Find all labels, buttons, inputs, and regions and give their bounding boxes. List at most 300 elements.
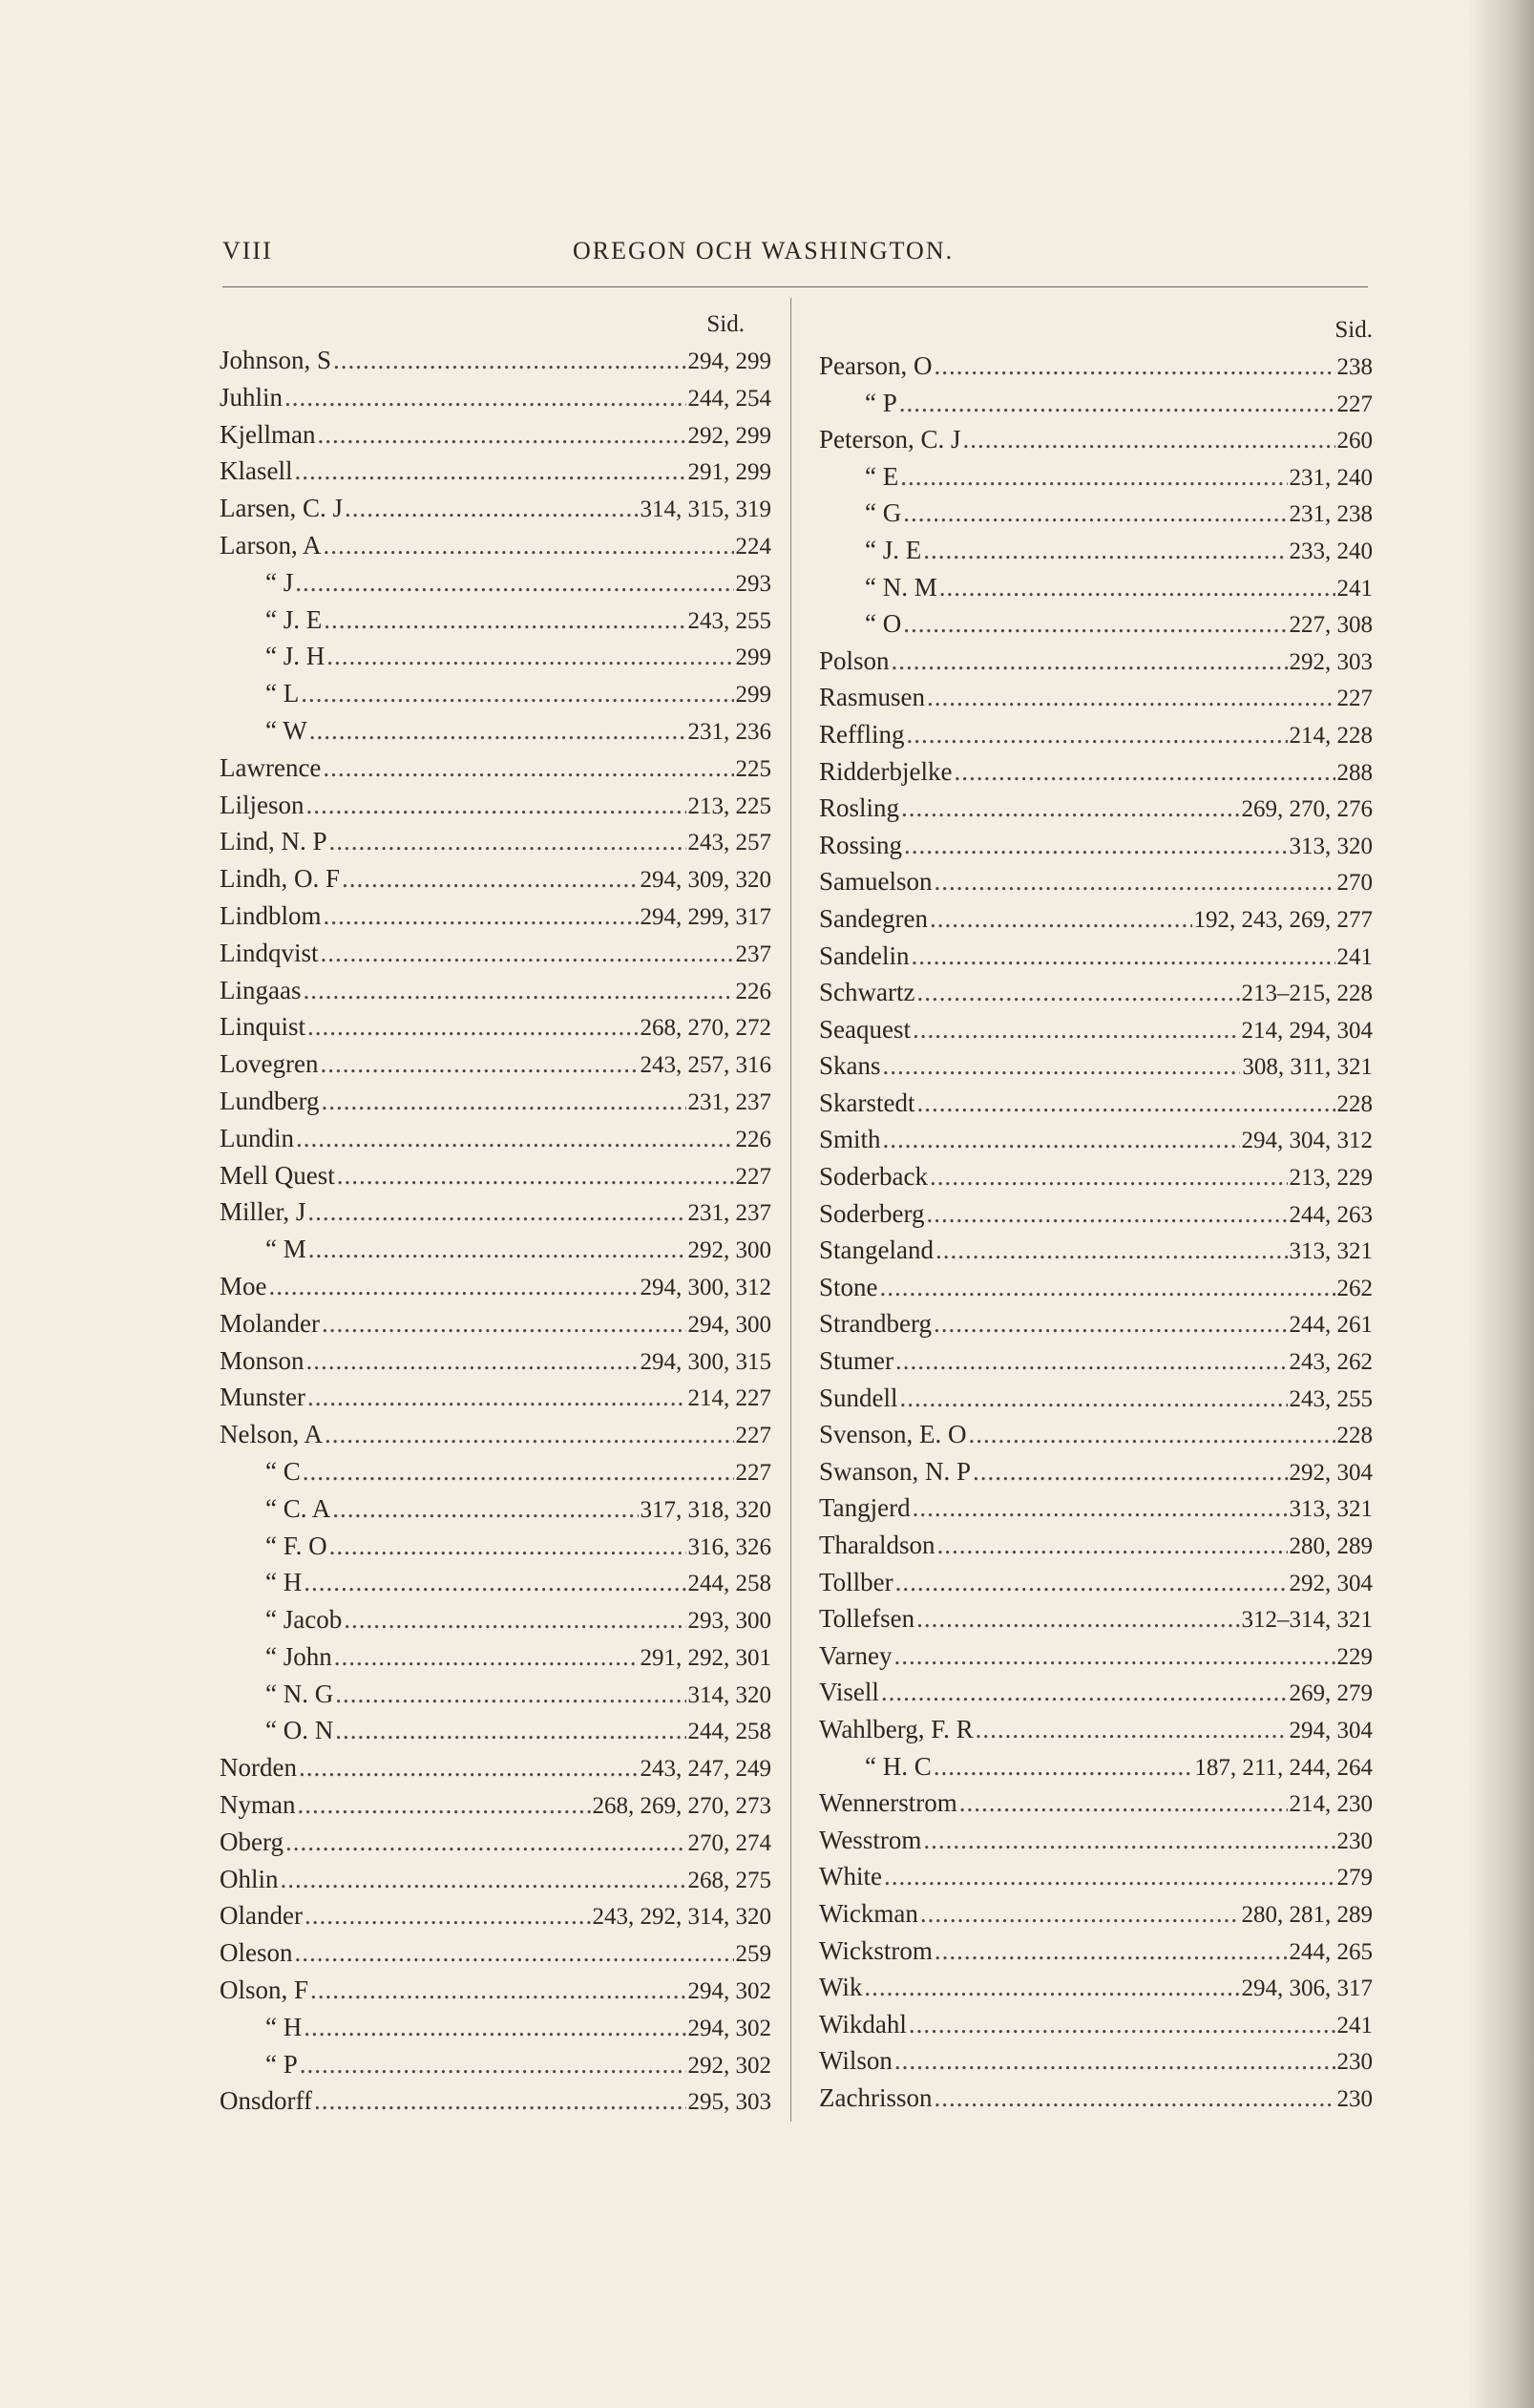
- entry-name: Tharaldson: [819, 1531, 935, 1559]
- dot-leader: [903, 605, 1287, 643]
- index-entry: [220, 935, 771, 972]
- index-entry: [819, 1674, 1373, 1711]
- entry-name: Lindblom: [220, 900, 322, 930]
- entry-name: “ H: [265, 2012, 303, 2041]
- index-entry: [220, 1046, 771, 1083]
- index-entry: [220, 342, 771, 379]
- entry-pages: 230: [1336, 2049, 1373, 2076]
- entry-pages: 231, 237: [687, 1200, 771, 1227]
- entry-pages: 243, 257, 316: [640, 1052, 771, 1079]
- index-entry: [819, 569, 1373, 606]
- entry-pages: 269, 270, 276: [1241, 796, 1373, 823]
- entry-name: Wahlberg, F. R: [819, 1714, 974, 1743]
- entry-name: Lawrence: [220, 752, 322, 782]
- dot-leader: [894, 2042, 1335, 2080]
- index-entry: [220, 1676, 771, 1713]
- entry-pages: 292, 304: [1289, 1459, 1373, 1486]
- dot-leader: [329, 823, 686, 860]
- dot-leader: [907, 716, 1288, 753]
- index-entry: [220, 1638, 771, 1676]
- entry-name: Oleson: [220, 1938, 293, 1968]
- index-entry: [819, 385, 1373, 422]
- dot-leader: [301, 675, 733, 712]
- entry-name: Rasmusen: [819, 683, 925, 712]
- dot-leader: [342, 860, 638, 898]
- index-entry: [819, 605, 1373, 643]
- entry-pages: 259: [735, 1941, 771, 1968]
- entry-name: Moe: [220, 1271, 267, 1300]
- entry-pages: 243, 262: [1289, 1349, 1373, 1376]
- dot-leader: [332, 1490, 638, 1528]
- running-head: [222, 237, 1368, 275]
- dot-leader: [321, 1083, 685, 1120]
- entry-name: “ J: [265, 567, 294, 597]
- entry-name: Ridderbjelke: [819, 756, 953, 786]
- index-entry: [819, 1895, 1373, 1933]
- dot-leader: [913, 1489, 1288, 1527]
- entry-name: “ L: [265, 679, 300, 708]
- entry-pages: 230: [1336, 2085, 1373, 2112]
- entry-pages: 243, 255: [1289, 1385, 1373, 1412]
- index-entry: [220, 1861, 771, 1898]
- entry-name: Nyman: [220, 1790, 296, 1820]
- entry-name: Tollber: [819, 1567, 893, 1596]
- sid-heading: Sid.: [1334, 317, 1373, 343]
- entry-pages: 316, 326: [687, 1533, 771, 1560]
- dot-leader: [329, 1528, 686, 1565]
- entry-name: “ G: [865, 498, 902, 528]
- dot-leader: [294, 453, 685, 490]
- index-entry: [220, 2009, 771, 2046]
- index-entry: [220, 1008, 771, 1046]
- entry-name: Munster: [220, 1383, 305, 1412]
- dot-leader: [969, 1416, 1335, 1453]
- index-entry: [220, 1824, 771, 1861]
- entry-name: Visell: [819, 1678, 879, 1707]
- index-entry: [220, 1786, 771, 1824]
- entry-pages: 270, 274: [687, 1829, 771, 1856]
- entry-name: Wik: [819, 1973, 863, 2002]
- entry-pages: 295, 303: [687, 2089, 771, 2116]
- entry-pages: 314, 315, 319: [640, 496, 771, 523]
- index-entry: [220, 602, 771, 639]
- column-divider: [790, 298, 791, 2122]
- sid-heading: Sid.: [706, 311, 745, 337]
- index-entry: [220, 1231, 771, 1268]
- dot-leader: [309, 712, 686, 750]
- entry-pages: 241: [1336, 2012, 1373, 2038]
- dot-leader: [337, 1157, 734, 1194]
- entry-pages: 227: [735, 1423, 771, 1449]
- index-entry: [819, 1232, 1373, 1269]
- entry-name: Skarstedt: [819, 1088, 915, 1117]
- index-entry: [220, 527, 771, 564]
- entry-pages: 231, 236: [687, 718, 771, 745]
- entry-name: Tollefsen: [819, 1604, 915, 1634]
- dot-leader: [296, 1120, 734, 1157]
- entry-name: Rosling: [819, 793, 900, 823]
- dot-leader: [297, 1786, 590, 1824]
- dot-leader: [314, 2082, 686, 2120]
- index-entry: [819, 1748, 1373, 1785]
- entry-name: “ Jacob: [265, 1605, 343, 1635]
- entry-pages: 227, 308: [1289, 612, 1373, 639]
- entry-name: Peterson, C. J: [819, 425, 961, 454]
- entry-pages: 308, 311, 321: [1242, 1054, 1373, 1081]
- entry-pages: 280, 289: [1289, 1533, 1373, 1559]
- index-entry: [220, 1897, 771, 1934]
- entry-pages: 270: [1336, 870, 1373, 897]
- index-entry: [220, 1193, 771, 1231]
- index-entry: [819, 1969, 1373, 2006]
- dot-leader: [920, 1895, 1240, 1933]
- entry-name: Varney: [819, 1640, 893, 1670]
- entry-pages: 294, 304: [1289, 1717, 1373, 1743]
- entry-name: Tangjerd: [819, 1493, 911, 1523]
- entry-pages: 294, 306, 317: [1241, 1975, 1373, 2002]
- entry-pages: 288: [1336, 759, 1373, 786]
- index-entry: [819, 2042, 1373, 2080]
- index-entry: [819, 2080, 1373, 2117]
- entry-name: “ P: [265, 2049, 298, 2079]
- entry-name: Mell Quest: [220, 1160, 335, 1190]
- entry-pages: 291, 292, 301: [640, 1644, 771, 1671]
- dot-leader: [934, 2080, 1334, 2117]
- entry-name: Lindh, O. F: [220, 864, 341, 894]
- dot-leader: [927, 679, 1335, 716]
- entry-pages: 268, 269, 270, 273: [592, 1793, 771, 1820]
- dot-leader: [317, 416, 685, 454]
- entry-pages: 244, 258: [687, 1719, 771, 1745]
- entry-name: Oberg: [220, 1827, 284, 1856]
- index-entry: [819, 1047, 1373, 1085]
- entry-name: Wesstrom: [819, 1825, 922, 1854]
- entry-pages: 294, 309, 320: [640, 867, 771, 894]
- entry-name: Norden: [220, 1753, 297, 1783]
- index-entry: [220, 1157, 771, 1194]
- dot-leader: [307, 1193, 685, 1231]
- entry-name: Kjellman: [220, 419, 316, 449]
- entry-name: Pearson, O: [819, 351, 933, 380]
- index-entry: [220, 1564, 771, 1601]
- dot-leader: [299, 1749, 639, 1786]
- header-rule: [222, 286, 1368, 287]
- dot-leader: [323, 527, 733, 564]
- dot-leader: [333, 342, 685, 379]
- index-entry: [220, 564, 771, 602]
- page-title: OREGON OCH WASHINGTON.: [573, 237, 955, 264]
- index-entry: [220, 972, 771, 1009]
- index-entry: [819, 1195, 1373, 1233]
- index-entry: [819, 1085, 1373, 1122]
- entry-name: Lind, N. P: [220, 827, 327, 856]
- dot-leader: [306, 1342, 639, 1380]
- entry-pages: 231, 238: [1289, 501, 1373, 528]
- dot-leader: [304, 2009, 685, 2046]
- entry-name: Onsdorff: [220, 2086, 312, 2116]
- index-entry: [819, 1785, 1373, 1822]
- dot-leader: [939, 569, 1335, 606]
- index-entry: [819, 1489, 1373, 1527]
- index-entry: [220, 490, 771, 527]
- entry-name: Schwartz: [819, 978, 915, 1007]
- entry-name: Klasell: [220, 456, 293, 486]
- entry-name: Soderberg: [819, 1198, 925, 1228]
- entry-name: Zachrisson: [819, 2082, 933, 2112]
- entry-name: Stumer: [819, 1346, 893, 1376]
- index-entry: [819, 1453, 1373, 1490]
- entry-pages: 294, 300, 312: [640, 1274, 771, 1300]
- entry-name: “ N. M: [865, 572, 937, 602]
- index-entry: [819, 348, 1373, 385]
- index-entry: [819, 1342, 1373, 1380]
- index-entry: [220, 898, 771, 935]
- index-entry: [819, 2006, 1373, 2043]
- entry-name: Lovegren: [220, 1049, 319, 1079]
- dot-leader: [916, 974, 1239, 1011]
- entry-pages: 227: [1336, 686, 1373, 712]
- entry-name: Skans: [819, 1051, 881, 1081]
- entry-pages: 292, 300: [687, 1237, 771, 1264]
- dot-leader: [307, 1379, 686, 1416]
- dot-leader: [954, 753, 1334, 791]
- entry-name: Rossing: [819, 830, 903, 859]
- entry-pages: 291, 299: [687, 459, 771, 486]
- entry-name: Lundin: [220, 1123, 294, 1152]
- dot-leader: [295, 564, 733, 602]
- dot-leader: [884, 1858, 1335, 1895]
- entry-pages: 317, 318, 320: [640, 1496, 771, 1523]
- index-entry: [819, 1564, 1373, 1601]
- entry-name: Stangeland: [819, 1236, 934, 1265]
- entry-pages: 244, 263: [1289, 1201, 1373, 1228]
- entry-name: Juhlin: [220, 382, 284, 412]
- index-entry: [819, 1158, 1373, 1195]
- entry-pages: 294, 299: [687, 349, 771, 374]
- index-entry: [220, 1120, 771, 1157]
- dot-leader: [892, 643, 1288, 680]
- dot-leader: [923, 532, 1287, 569]
- index-entry: [819, 863, 1373, 900]
- dot-leader: [295, 1934, 734, 1972]
- entry-pages: 213–215, 228: [1241, 981, 1373, 1007]
- dot-leader: [930, 1158, 1288, 1195]
- dot-leader: [324, 898, 639, 935]
- index-entry: [220, 1268, 771, 1305]
- dot-leader: [345, 490, 639, 527]
- dot-leader: [326, 638, 733, 675]
- index-entry: [220, 787, 771, 824]
- index-entry: [819, 753, 1373, 791]
- index-entry: [220, 860, 771, 898]
- dot-leader: [901, 790, 1239, 827]
- entry-name: Miller, J: [220, 1197, 306, 1227]
- entry-pages: 292, 299: [687, 422, 771, 449]
- entry-pages: 226: [735, 1126, 771, 1152]
- entry-pages: 243, 255: [687, 607, 771, 634]
- index-entry: [819, 421, 1373, 458]
- dot-leader: [284, 379, 685, 416]
- entry-name: Sandelin: [819, 940, 910, 970]
- index-entry: [220, 675, 771, 712]
- entry-name: Wennerstrom: [819, 1788, 957, 1818]
- index-entry: [220, 1972, 771, 2009]
- entry-name: “ N. G: [265, 1679, 334, 1708]
- index-entry: [819, 1305, 1373, 1342]
- entry-name: Seaquest: [819, 1014, 911, 1044]
- entry-pages: 226: [735, 978, 771, 1004]
- index-entry: [220, 453, 771, 490]
- index-entry: [819, 716, 1373, 753]
- entry-pages: 292, 302: [687, 2052, 771, 2079]
- index-entry: [220, 2046, 771, 2083]
- dot-leader: [900, 1380, 1288, 1417]
- index-entry: [220, 1490, 771, 1528]
- dot-leader: [904, 827, 1287, 864]
- dot-leader: [281, 1861, 686, 1898]
- entry-pages: 187, 211, 244, 264: [1194, 1754, 1373, 1781]
- entry-pages: 214, 230: [1289, 1791, 1373, 1818]
- entry-pages: 227: [735, 1163, 771, 1190]
- index-entries: [220, 342, 771, 2120]
- dot-leader: [934, 1305, 1288, 1342]
- entry-pages: 294, 300: [687, 1311, 771, 1338]
- entry-pages: 313, 320: [1289, 833, 1373, 859]
- entry-name: “ O: [865, 609, 902, 639]
- index-entry: [819, 827, 1373, 864]
- entry-name: Swanson, N. P: [819, 1456, 972, 1486]
- entry-name: Sandegren: [819, 903, 928, 933]
- entry-pages: 243, 257: [687, 830, 771, 856]
- dot-leader: [900, 458, 1287, 496]
- index-entry: [819, 900, 1373, 938]
- entry-pages: 231, 240: [1289, 464, 1373, 491]
- entry-pages: 228: [1336, 1423, 1373, 1449]
- dot-leader: [895, 1564, 1288, 1601]
- dot-leader: [976, 1711, 1288, 1748]
- entry-name: “ H: [265, 1568, 303, 1597]
- entry-name: Wilson: [819, 2046, 893, 2076]
- index-entry: [220, 1528, 771, 1565]
- dot-leader: [322, 1305, 686, 1342]
- index-entry: [220, 1453, 771, 1490]
- index-entry: [819, 1269, 1373, 1306]
- entry-pages: 244, 254: [687, 385, 771, 412]
- entry-name: Olson, F: [220, 1975, 309, 2005]
- entry-pages: 225: [735, 755, 771, 782]
- entry-pages: 244, 261: [1289, 1312, 1373, 1339]
- entry-name: Molander: [220, 1308, 320, 1338]
- entry-pages: 214, 227: [687, 1385, 771, 1412]
- entry-name: Nelson, A: [220, 1420, 323, 1449]
- entry-pages: 268, 275: [687, 1867, 771, 1893]
- index-entry: [819, 1858, 1373, 1895]
- entry-name: “ M: [265, 1235, 306, 1264]
- entry-name: “ C: [265, 1456, 301, 1486]
- index-entry: [220, 638, 771, 675]
- index-entry: [819, 679, 1373, 716]
- entry-pages: 231, 237: [687, 1088, 771, 1115]
- entry-pages: 294, 299, 317: [640, 903, 771, 930]
- entry-pages: 224: [735, 533, 771, 560]
- dot-leader: [926, 1195, 1287, 1233]
- dot-leader: [320, 1046, 638, 1083]
- entry-pages: 262: [1336, 1275, 1373, 1301]
- entry-name: “ H. C: [865, 1751, 932, 1781]
- entry-name: Reffling: [819, 719, 905, 749]
- entry-pages: 293, 300: [687, 1608, 771, 1635]
- entry-name: “ J. H: [265, 642, 326, 671]
- page-number: VIII: [222, 237, 273, 264]
- index-entry: [819, 1822, 1373, 1859]
- index-entry: [220, 1083, 771, 1120]
- entry-pages: 299: [735, 644, 771, 671]
- entry-pages: 294, 302: [687, 2015, 771, 2041]
- entry-name: Strandberg: [819, 1309, 932, 1339]
- entry-pages: 299: [735, 682, 771, 708]
- dot-leader: [913, 1011, 1240, 1048]
- entry-pages: 230: [1336, 1827, 1373, 1854]
- entry-pages: 244, 265: [1289, 1938, 1373, 1965]
- dot-leader: [903, 495, 1287, 532]
- entry-name: Larson, A: [220, 530, 322, 560]
- entry-pages: 192, 243, 269, 277: [1193, 906, 1373, 933]
- dot-leader: [912, 938, 1335, 975]
- index-entry: [220, 712, 771, 750]
- entry-pages: 238: [1336, 354, 1373, 380]
- index-entry: [819, 458, 1373, 496]
- index-entry: [220, 1305, 771, 1342]
- dot-leader: [934, 1748, 1193, 1785]
- entry-name: “ E: [865, 461, 899, 491]
- index-column-right: [819, 313, 1373, 2117]
- entry-name: “ J. E: [265, 604, 323, 634]
- dot-leader: [963, 421, 1335, 458]
- entry-pages: 268, 270, 272: [640, 1015, 771, 1042]
- entry-name: Wikdahl: [819, 2009, 907, 2038]
- entry-pages: 292, 304: [1289, 1570, 1373, 1596]
- dot-leader: [959, 1785, 1288, 1822]
- entry-pages: 214, 228: [1289, 722, 1373, 749]
- entry-pages: 244, 258: [687, 1571, 771, 1597]
- entry-name: Monson: [220, 1345, 305, 1375]
- dot-leader: [303, 972, 733, 1009]
- dot-leader: [881, 1674, 1288, 1711]
- dot-leader: [934, 348, 1334, 385]
- entry-pages: 228: [1336, 1090, 1373, 1117]
- entry-pages: 227: [735, 1459, 771, 1486]
- index-entry: [819, 1380, 1373, 1417]
- index-entry: [819, 1011, 1373, 1048]
- index-entry: [220, 1379, 771, 1416]
- entry-pages: 314, 320: [687, 1681, 771, 1708]
- entry-name: Johnson, S: [220, 346, 332, 374]
- index-entry: [819, 1416, 1373, 1453]
- entry-name: Liljeson: [220, 790, 305, 819]
- entry-name: Linquist: [220, 1012, 306, 1042]
- dot-leader: [883, 1047, 1241, 1085]
- dot-leader: [325, 1416, 734, 1453]
- dot-leader: [324, 602, 685, 639]
- dot-leader: [935, 863, 1335, 900]
- entry-name: “ F. O: [265, 1531, 327, 1560]
- dot-leader: [269, 1268, 639, 1305]
- entry-pages: 313, 321: [1289, 1238, 1373, 1265]
- dot-leader: [923, 1822, 1334, 1859]
- entry-name: Olander: [220, 1901, 303, 1931]
- entry-pages: 214, 294, 304: [1241, 1017, 1373, 1044]
- index-entry: [220, 1934, 771, 1972]
